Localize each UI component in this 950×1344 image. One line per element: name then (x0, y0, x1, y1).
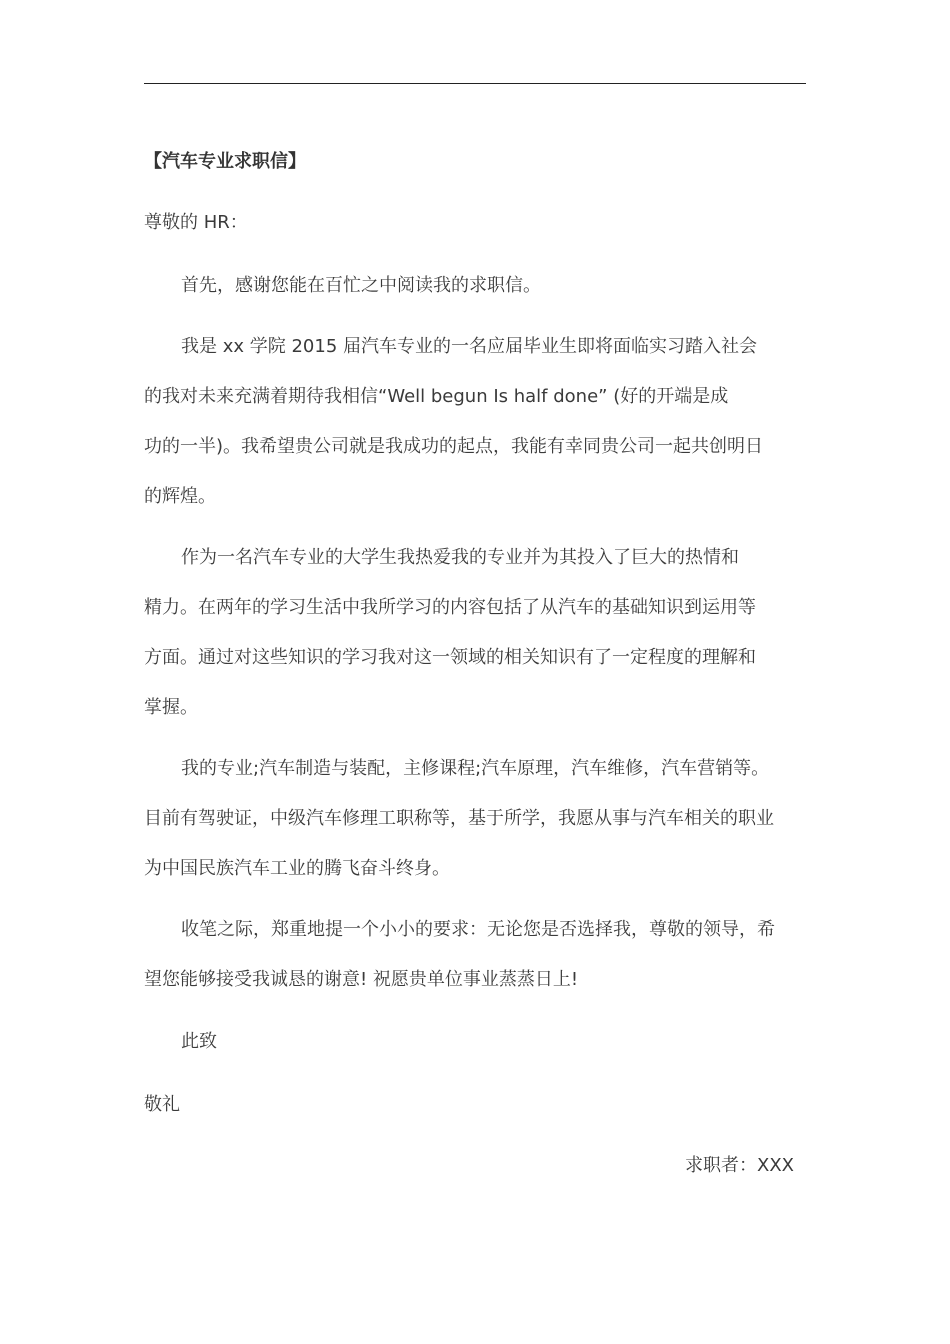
paragraph-2-line-3: 功的一半)。我希望贵公司就是我成功的起点，我能有幸同贵公司一起共创明日 (144, 436, 764, 457)
paragraph-2-line-4: 的辉煌。 (144, 486, 216, 507)
paragraph-2-line-2: 的我对未来充满着期待我相信“Well begun Is half done” (好的开端是成 (144, 386, 729, 407)
signature: 求职者：XXX (685, 1155, 794, 1176)
paragraph-2-line-1: 我是 xx 学院 2015 届汽车专业的一名应届毕业生即将面临实习踏入社会 (181, 336, 757, 357)
closing-respectfully: 此致 (181, 1031, 217, 1052)
paragraph-5-line-1: 收笔之际，郑重地提一个小小的要求：无论您是否选择我，尊敬的领导，希 (181, 919, 775, 940)
paragraph-3-line-1: 作为一名汽车专业的大学生我热爱我的专业并为其投入了巨大的热情和 (181, 547, 739, 568)
paragraph-4-line-2: 目前有驾驶证，中级汽车修理工职称等，基于所学，我愿从事与汽车相关的职业 (144, 808, 774, 829)
paragraph-3-line-3: 方面。通过对这些知识的学习我对这一领域的相关知识有了一定程度的理解和 (144, 647, 756, 668)
paragraph-1-line-1: 首先，感谢您能在百忙之中阅读我的求职信。 (181, 275, 541, 296)
paragraph-4-line-1: 我的专业;汽车制造与装配，主修课程;汽车原理，汽车维修，汽车营销等。 (181, 758, 770, 779)
paragraph-4-line-3: 为中国民族汽车工业的腾飞奋斗终身。 (144, 858, 450, 879)
paragraph-5-line-2: 望您能够接受我诚恳的谢意! 祝愿贵单位事业蒸蒸日上! (144, 969, 579, 990)
paragraph-3-line-4: 掌握。 (144, 697, 198, 718)
salutation: 尊敬的 HR： (144, 212, 248, 233)
paragraph-3-line-2: 精力。在两年的学习生活中我所学习的内容包括了从汽车的基础知识到运用等 (144, 597, 756, 618)
letter-title: 【汽车专业求职信】 (144, 151, 306, 172)
header-rule (144, 83, 806, 84)
closing-salute: 敬礼 (144, 1094, 180, 1115)
